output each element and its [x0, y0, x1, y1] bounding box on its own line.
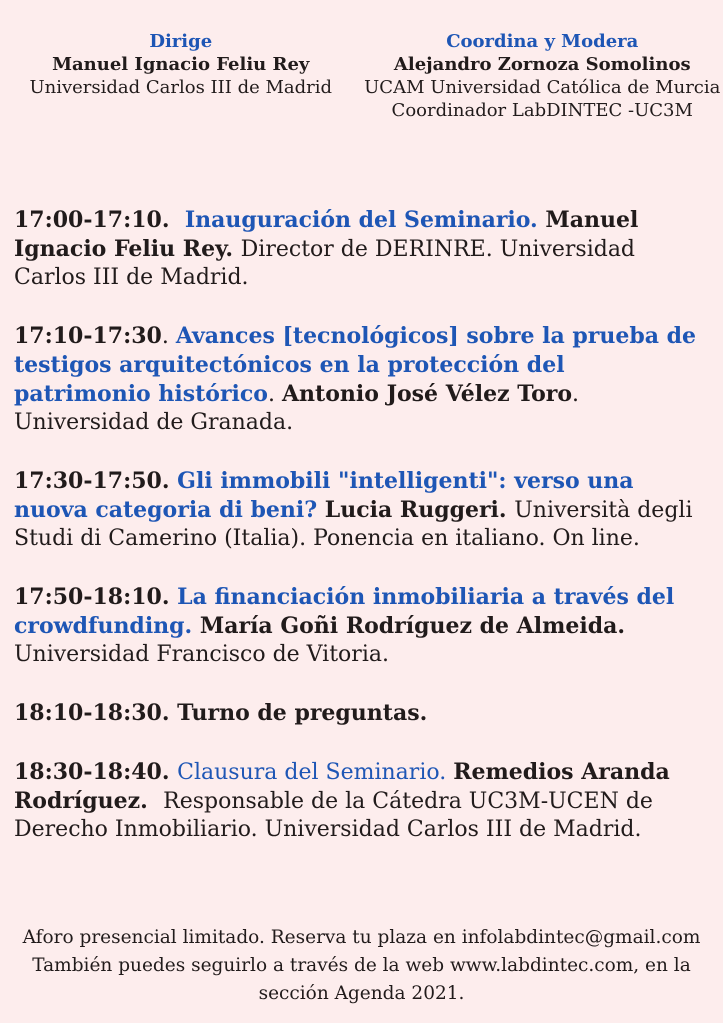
punctuation: . [161, 324, 176, 349]
session-detail: Director de DERINRE. Universidad Carlos III de Madrid. [14, 237, 636, 290]
dirige-label: Dirige [149, 31, 213, 52]
agenda-item-3 [14, 467, 703, 553]
speaker-name: Lucia Ruggeri. [324, 497, 515, 523]
speaker-name: Antonio José Vélez Toro [281, 381, 573, 407]
agenda-item-2 [14, 322, 703, 437]
dirige-name: Manuel Ignacio Feliu Rey [52, 54, 310, 75]
session-detail: Responsable de la Cátedra UC3M-UCEN de Derecho Inmobiliario. Universidad Carlos III de Madrid. [14, 789, 653, 842]
session-detail: Università degli Studi di Camerino (Italia). Ponencia en italiano. On line. [14, 498, 693, 551]
footer-line-1: Aforo presencial limitado. Reserva tu plaza en infolabdintec@gmail.com [22, 927, 701, 948]
session-title: Avances [tecnológicos] sobre la prueba de testigos arquitectónicos en la protección del patrimonio histórico [14, 323, 697, 407]
time-range: 17:00-17:10. [14, 207, 185, 233]
agenda-item-1 [14, 206, 703, 292]
punctuation: . [267, 382, 282, 407]
agenda-item-6 [14, 758, 703, 844]
dirige-affiliation: Universidad Carlos III de Madrid [29, 77, 333, 98]
footer-line-3: sección Agenda 2021. [258, 983, 465, 1004]
session-title: Clausura del Seminario. [177, 760, 454, 785]
time-range: 17:50-18:10. [14, 584, 178, 610]
footer-line-2: También puedes seguirlo a través de la web www.labdintec.com, en la [32, 955, 691, 976]
time-and-title: 18:10-18:30. Turno de preguntas. [14, 700, 428, 726]
speaker-name: Remedios Aranda Rodríguez. [14, 759, 670, 814]
time-range: 17:10-17:30 [14, 323, 162, 349]
coordina-affiliation: UCAM Universidad Católica de Murcia [364, 77, 721, 98]
coordina-affiliation-2: Coordinador LabDINTEC -UC3M [391, 100, 693, 121]
header-coordina-block [362, 30, 723, 122]
coordina-label: Coordina y Modera [446, 31, 639, 52]
agenda-list [14, 206, 703, 844]
session-title: Inauguración del Seminario. [184, 207, 546, 233]
session-detail: Universidad Francisco de Vitoria. [14, 642, 389, 667]
agenda-item-4 [14, 583, 703, 669]
session-title: Gli immobili "intelligenti": verso una nuova categoria di beni? [14, 468, 634, 523]
footer-note [0, 924, 723, 1008]
agenda-item-5 [14, 699, 703, 728]
time-range: 18:30-18:40. [14, 759, 178, 785]
session-detail: . Universidad de Granada. [14, 382, 580, 435]
time-range: 17:30-17:50. [14, 468, 178, 494]
speaker-name: Manuel Ignacio Feliu Rey. [14, 207, 639, 262]
session-title: La financiación inmobiliaria a través del crowdfunding. [14, 584, 675, 639]
speaker-name: María Goñi Rodríguez de Almeida. [199, 613, 626, 639]
header [0, 0, 723, 122]
coordina-name: Alejandro Zornoza Somolinos [393, 54, 691, 75]
header-dirige-block [0, 30, 362, 122]
